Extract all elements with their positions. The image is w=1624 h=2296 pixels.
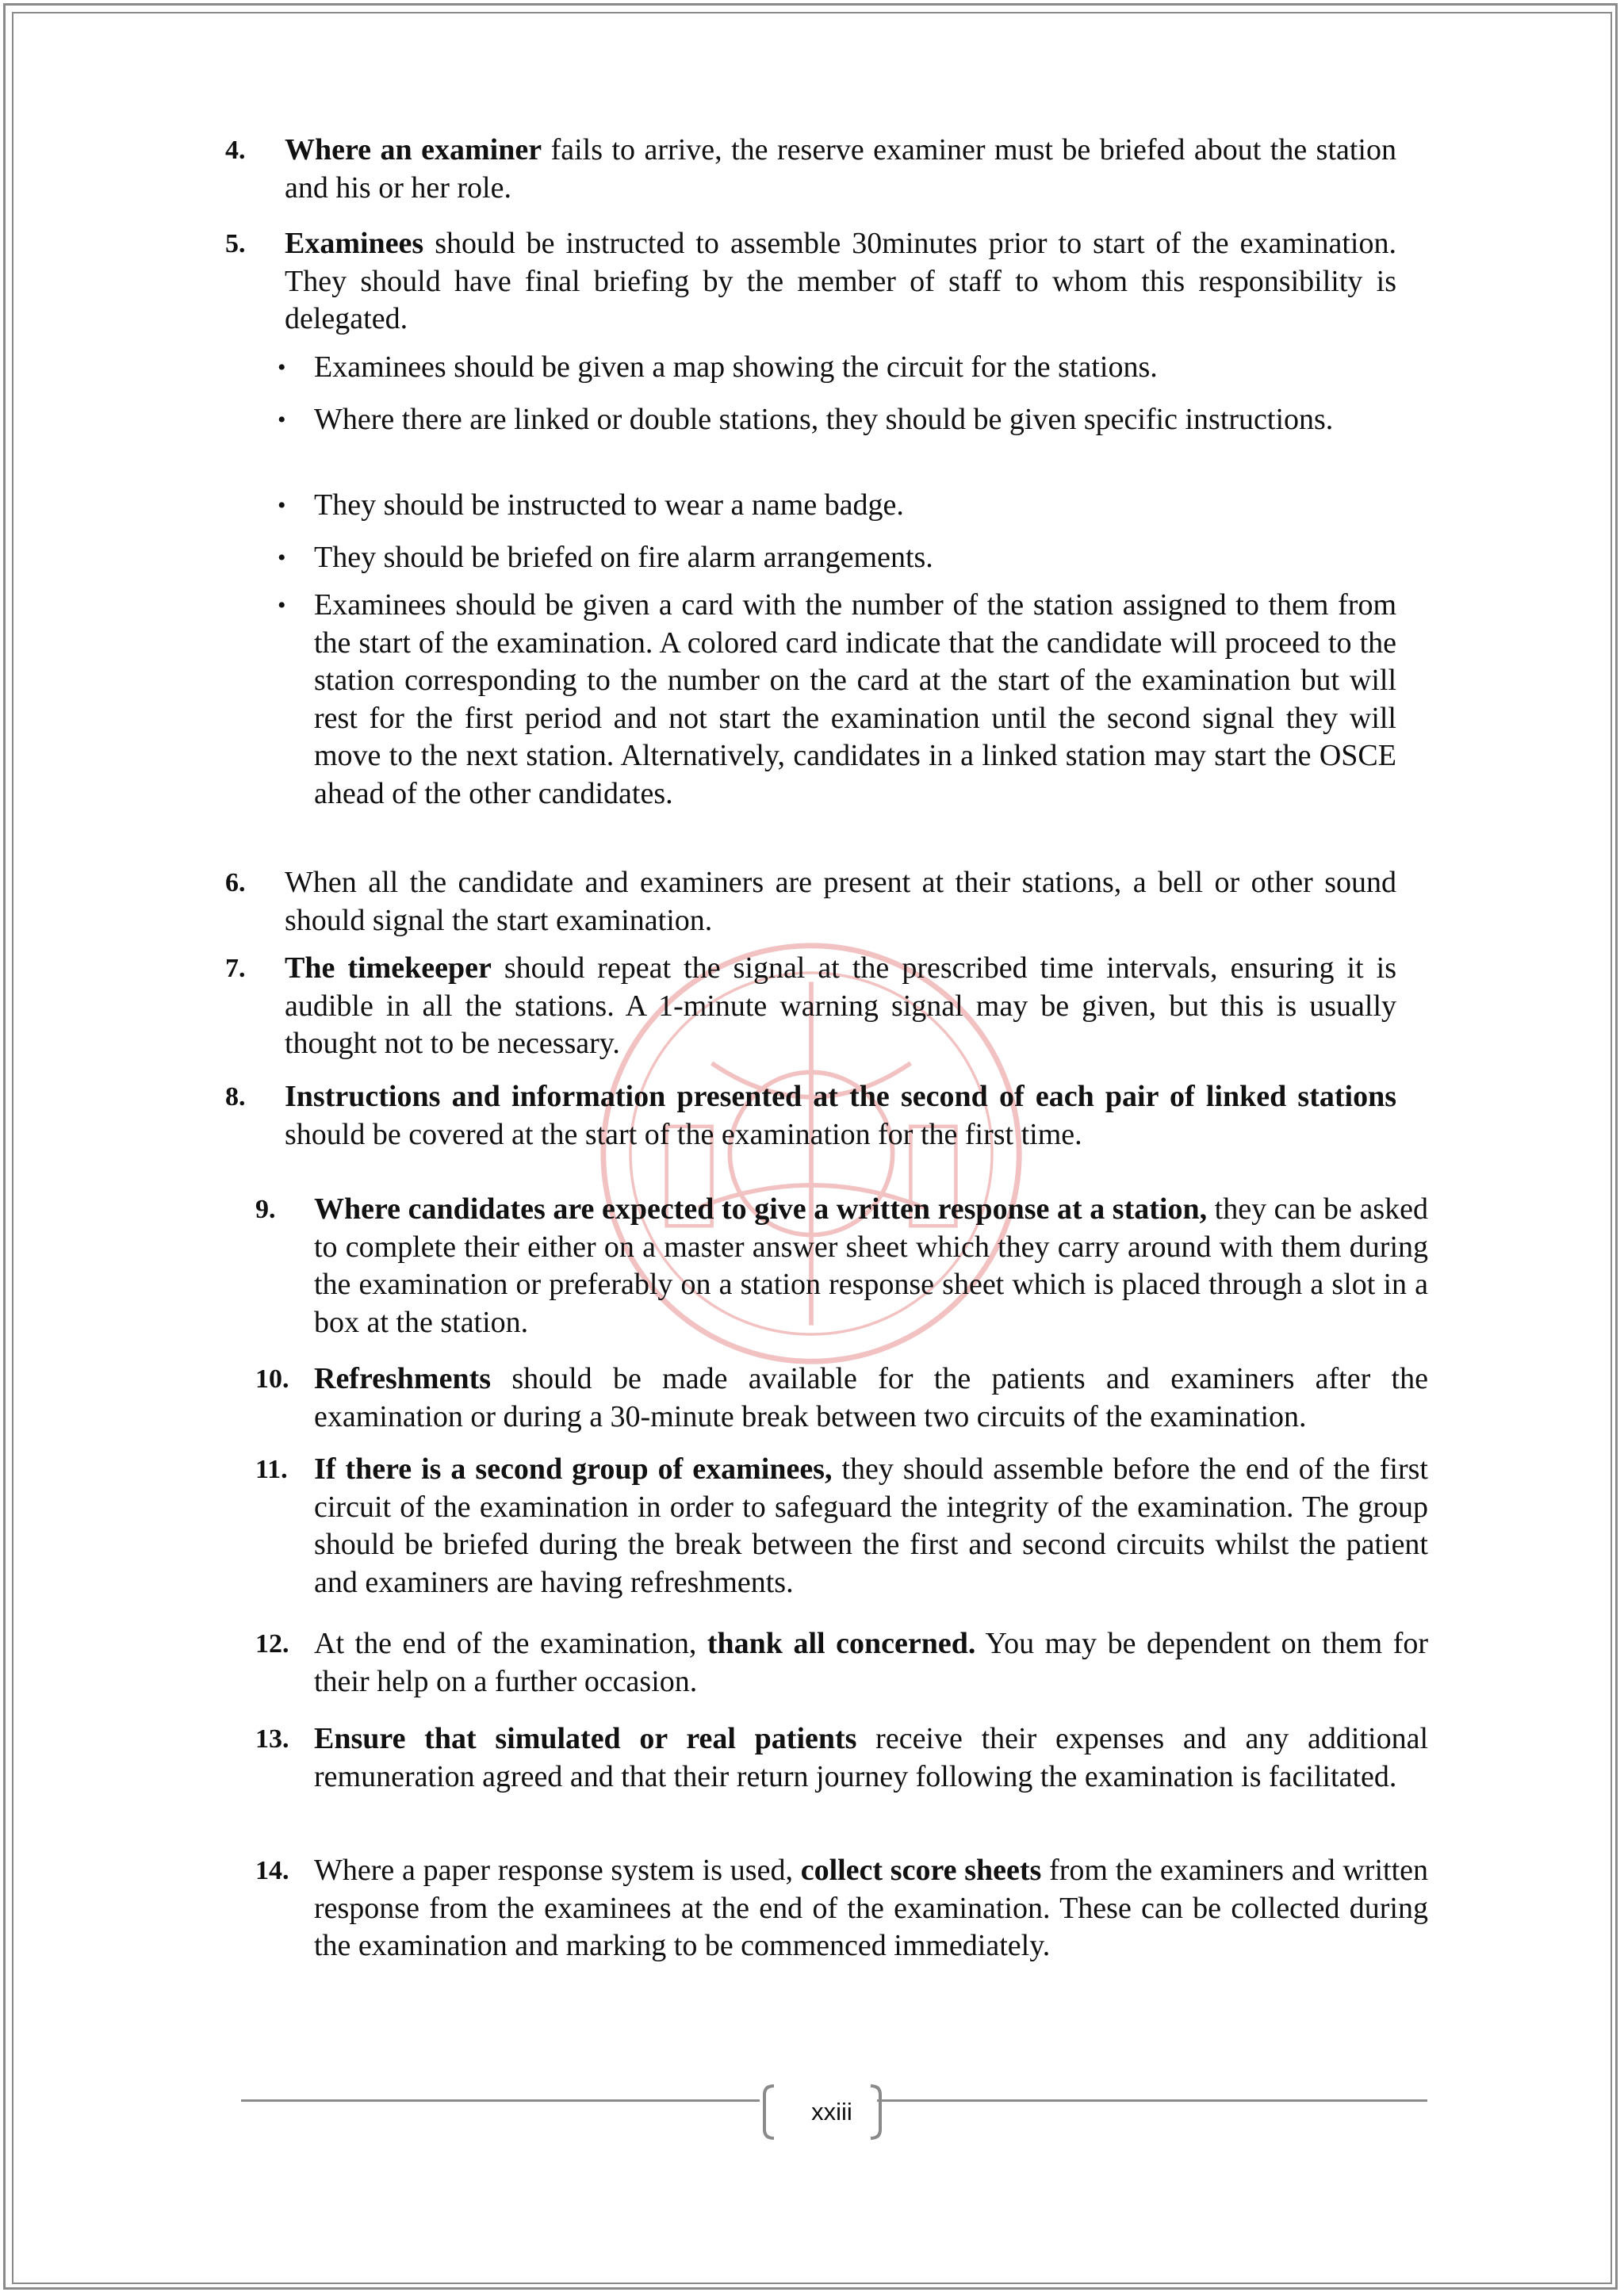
bullet-item: They should be briefed on fire alarm arrangements. (314, 541, 933, 574)
item-text: from the examiners and written response from the examinees at the end of the examination. These can be collected during the examination and marking to be commenced immediately. (314, 1854, 1429, 1962)
item-number: 12. (255, 1629, 289, 1659)
item-bold-text: thank all concerned. (707, 1627, 976, 1660)
list-item (314, 1720, 1428, 1796)
list-item (285, 225, 1396, 339)
item-text: they should assemble before the end of the first circuit of the examination in order to safeguard the integrity of the examination. The group should be briefed during the break between the first and second circuits whilst the patient and examiners are having refreshments. (314, 1452, 1428, 1599)
item-bold-text: Where candidates are expected to give a written response at a station, (314, 1192, 1208, 1226)
bullet-glyph: • (278, 354, 286, 381)
item-text: fails to arrive, the reserve examiner must be briefed about the station and his or her role. (285, 133, 1396, 205)
bullet-item: Where there are linked or double stations, they should be given specific instructions. (314, 403, 1334, 436)
item-text: At the end of the examination, (314, 1627, 707, 1660)
list-item (285, 864, 1396, 939)
item-number: 5. (225, 229, 246, 258)
bullet-item: Examinees should be given a card with the number of the station assigned to them from the start of the examination. A colored card indicate that the candidate will proceed to the station corresponding to the number on the card at the start of the examination but will rest for the first period and not start the examination until the second signal they will move to the next station. Alternatively, candidates in a linked station may start the OSCE ahead of the other candidates. (314, 588, 1396, 810)
list-item (314, 1451, 1428, 1601)
page-number: xxiii (811, 2098, 852, 2126)
item-bold-text: Examinees (285, 227, 424, 260)
footer-bracket-right (868, 2084, 887, 2141)
item-text: should be instructed to assemble 30minutes prior to start of the examination. They should have final briefing by the member of staff to whom this responsibility is delegated. (285, 227, 1396, 335)
item-number: 14. (255, 1856, 289, 1885)
item-text: should be covered at the start of the examination for the first time. (285, 1117, 1082, 1151)
bullet-glyph: • (278, 492, 286, 519)
list-item (314, 1360, 1428, 1436)
item-bold-text: Where an examiner (285, 133, 542, 166)
bullet-glyph: • (278, 592, 286, 618)
list-item (285, 950, 1396, 1063)
item-bold-text: Ensure that simulated or real patients (314, 1722, 857, 1755)
footer-bracket-left (758, 2084, 777, 2141)
item-bold-text: The timekeeper (285, 951, 492, 985)
item-number: 10. (255, 1364, 289, 1394)
list-item (285, 132, 1396, 207)
item-bold-text: Instructions and information presented at the second of each pair of linked stations (285, 1080, 1396, 1113)
item-bold-text: collect score sheets (800, 1854, 1042, 1887)
list-item (314, 1625, 1428, 1701)
item-text: should be made available for the patients and examiners after the examination or during a 30-minute break between two circuits of the examination. (314, 1362, 1428, 1433)
item-number: 7. (225, 954, 246, 983)
footer-rule-left (241, 2099, 760, 2102)
item-bold-text: Refreshments (314, 1362, 492, 1395)
bullet-glyph: • (278, 545, 286, 571)
item-text: Where a paper response system is used, (314, 1854, 801, 1887)
bullet-glyph: • (278, 407, 286, 433)
item-text: When all the candidate and examiners are present at their stations, a bell or other sound should signal the start examination. (285, 866, 1396, 937)
item-number: 8. (225, 1082, 246, 1112)
item-number: 6. (225, 868, 246, 897)
item-bold-text: If there is a second group of examinees, (314, 1452, 833, 1486)
item-text: You may be dependent on them for their help on a further occasion. (314, 1627, 1429, 1698)
footer-rule-right (877, 2099, 1427, 2102)
bullet-item: They should be instructed to wear a name badge. (314, 488, 904, 522)
item-number: 11. (255, 1455, 288, 1484)
item-text: should repeat the signal at the prescribed time intervals, ensuring it is audible in all the stations. A 1-minute warning signal may be given, but this is usually thought not to be necessary. (285, 951, 1396, 1060)
item-number: 13. (255, 1724, 289, 1754)
item-number: 9. (255, 1195, 276, 1224)
list-item (314, 1191, 1428, 1341)
list-item (314, 1852, 1428, 1965)
item-text: they can be asked to complete their either on a master answer sheet which they carry around with them during the examination or preferably on a station response sheet which is placed through a slot in a box at the station. (314, 1192, 1428, 1339)
list-item (285, 1078, 1396, 1154)
item-number: 4. (225, 136, 246, 165)
item-text: receive their expenses and any additional remuneration agreed and that their return journey following the examination is facilitated. (314, 1722, 1428, 1793)
bullet-item: Examinees should be given a map showing the circuit for the stations. (314, 350, 1158, 384)
